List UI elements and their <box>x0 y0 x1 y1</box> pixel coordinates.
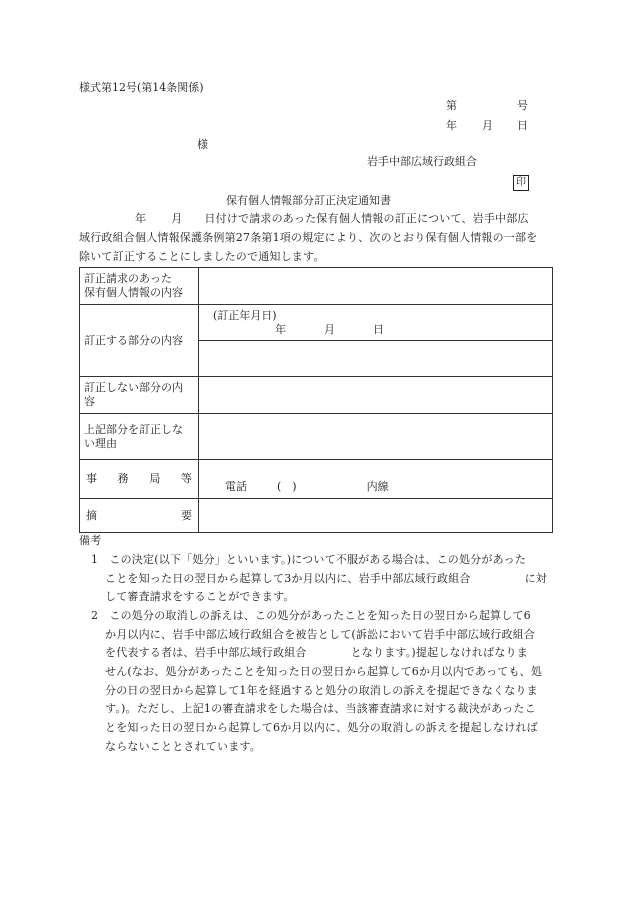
date-day-label: 日 <box>517 119 528 132</box>
date-year-label: 年 <box>446 119 457 132</box>
date-month-label: 月 <box>482 119 493 132</box>
office-contact: 電話 ( ) 内線 <box>199 460 553 499</box>
requested-info-value <box>199 268 553 305</box>
intro-line-3: 除いて訂正することにしましたので通知します。 <box>79 250 325 263</box>
reason-label: 上記部分を訂正しな い理由 <box>80 414 199 460</box>
correction-date-cell: (訂正年月日) 年 月 日 <box>199 305 553 341</box>
note-2-line-5: 分の日の翌日から起算して1年を経過すると処分の取消しの訴えを提起できなくなりま <box>105 684 538 697</box>
correction-part-label: 訂正する部分の内容 <box>80 305 199 377</box>
note-1-line-2: ことを知った日の翌日から起算して3か月以内に、岩手中部広域行政組合 に対 <box>105 572 548 585</box>
office-label: 事 務 局 等 <box>80 460 199 499</box>
uncorrected-part-label: 訂正しない部分の内 容 <box>80 377 199 414</box>
doc-number-prefix: 第 <box>446 99 457 112</box>
seal-mark: 印 <box>513 175 529 191</box>
uncorrected-part-value <box>199 377 553 414</box>
note-1-line-1: 1 この決定(以下「処分」といいます。)について不服がある場合は、この処分があった <box>91 553 527 566</box>
correction-part-value <box>199 341 553 377</box>
note-2-line-8: ならないこととされています。 <box>105 740 261 753</box>
note-2-line-4: せん(なお、処分があったことを知った日の翌日から起算して6か月以内であっても、処 <box>105 665 543 678</box>
document-title: 保有個人情報部分訂正決定通知書 <box>226 194 391 207</box>
note-2-line-6: す。)。ただし、上記1の審査請求をした場合は、当該審査請求に対する裁決があったこ <box>105 702 536 715</box>
recipient-suffix: 様 <box>197 138 208 151</box>
note-2-line-2: か月以内に、岩手中部広域行政組合を被告として(訴訟において岩手中部広域行政組合 <box>105 628 536 641</box>
doc-number-suffix: 号 <box>517 99 528 112</box>
note-1-line-3: して審査請求をすることができます。 <box>105 590 295 603</box>
intro-line-1: 年 月 日付けで請求のあった保有個人情報の訂正について、岩手中部広 <box>135 212 529 225</box>
remarks-value <box>199 499 553 533</box>
note-2-line-1: 2 この処分の取消しの訴えは、この処分があったことを知った日の翌日から起算して6 <box>91 609 531 622</box>
intro-line-2: 域行政組合個人情報保護条例第27条第1項の規定により、次のとおり保有個人情報の一部を <box>79 231 538 244</box>
issuer-name: 岩手中部広域行政組合 <box>367 155 477 168</box>
note-2-line-7: とを知った日の翌日から起算して6か月以内に、処分の取消しの訴えを提起しなければ <box>105 721 538 734</box>
reason-value <box>199 414 553 460</box>
decision-table <box>79 267 553 533</box>
note-2-line-3: を代表する者は、岩手中部広域行政組合 となります。)提起しなければなりま <box>105 646 528 659</box>
requested-info-label: 訂正請求のあった 保有個人情報の内容 <box>80 268 199 305</box>
form-number: 様式第12号(第14条関係) <box>79 81 204 94</box>
remarks-label: 摘 要 <box>80 499 199 533</box>
notes-heading: 備考 <box>79 534 102 547</box>
